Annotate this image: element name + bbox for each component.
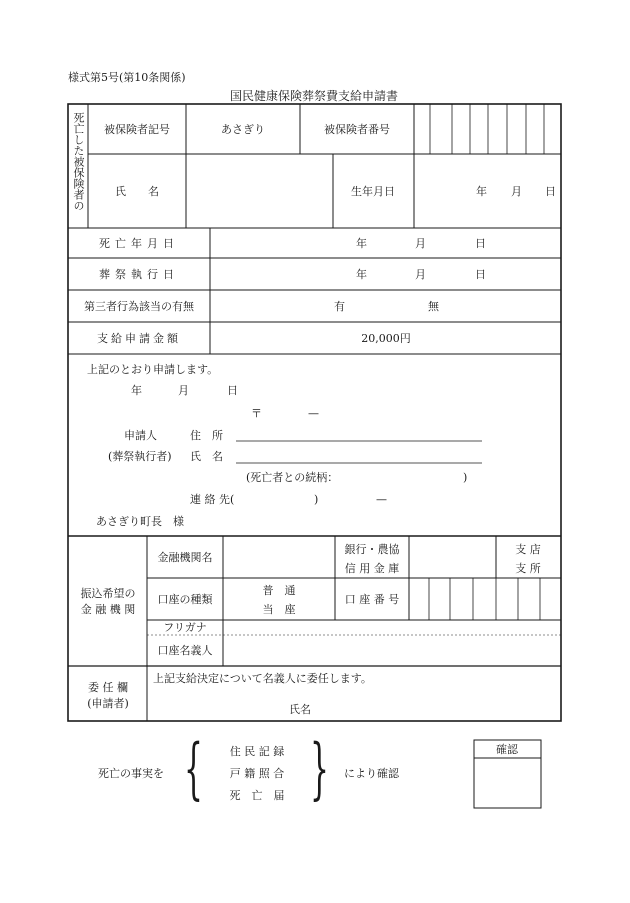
- application-day: 日: [227, 384, 238, 397]
- deceased-section-label: 死亡した被保険者の: [72, 112, 85, 211]
- funeral-day: 日: [475, 268, 486, 281]
- verification-suffix: により確認: [344, 767, 399, 780]
- left-brace-icon: {: [184, 730, 203, 807]
- birth-day-label: 日: [545, 185, 556, 198]
- verification-option-1: 住 民 記 録: [229, 745, 285, 758]
- bank-type-1: 銀行・農協: [344, 543, 400, 556]
- institution-label: 金融機関名: [157, 551, 213, 564]
- account-number-label: 口 座 番 号: [344, 593, 400, 606]
- furigana-input[interactable]: [223, 620, 561, 635]
- bank-type-2: 信 用 金 庫: [344, 562, 400, 575]
- birth-year-label: 年: [476, 185, 487, 198]
- bank-section-label-2: 金 融 機 関: [80, 603, 136, 616]
- relation-label: (死亡者との続柄：: [246, 471, 339, 484]
- death-date-label: 死亡年月日: [99, 237, 179, 250]
- verification-prefix: 死亡の事実を: [98, 767, 164, 780]
- death-month: 月: [415, 237, 426, 250]
- death-day: 日: [475, 237, 486, 250]
- insured-symbol-value: あさぎり: [221, 123, 265, 136]
- account-type-current[interactable]: 当 座: [262, 603, 296, 616]
- third-party-no[interactable]: 無: [428, 300, 439, 313]
- verification-option-3: 死 亡 届: [229, 789, 285, 802]
- name-label: 氏 名: [115, 185, 159, 198]
- verification-stamp-box[interactable]: [474, 758, 541, 808]
- right-brace-icon: }: [310, 730, 329, 807]
- verification-stamp-label: 確認: [496, 743, 518, 756]
- contact-label: 連 絡 先(: [190, 493, 235, 506]
- relation-close: ): [463, 471, 468, 484]
- applicant-name-input[interactable]: [236, 448, 482, 463]
- addressee: あさぎり町長 様: [96, 515, 184, 528]
- funeral-month: 月: [415, 268, 426, 281]
- postal-mark-icon: 〒: [251, 407, 262, 420]
- contact-close: ): [314, 493, 319, 506]
- branch-input[interactable]: [409, 536, 496, 578]
- application-statement: 上記のとおり申請します。: [87, 363, 219, 376]
- delegation-name-label: 氏名: [289, 703, 311, 716]
- application-month: 月: [178, 384, 189, 397]
- account-type-ordinary[interactable]: 普 通: [262, 584, 296, 597]
- form-title: 国民健康保険葬祭費支給申請書: [229, 89, 399, 103]
- bank-section-label-1: 振込希望の: [80, 587, 136, 600]
- executor-label: (葬祭執行者): [108, 450, 172, 463]
- verification-option-2: 戸 籍 照 合: [229, 767, 285, 780]
- third-party-label: 第三者行為該当の有無: [84, 300, 194, 313]
- applicant-label: 申請人: [124, 429, 157, 442]
- delegation-text: 上記支給決定について名義人に委任します。: [153, 672, 372, 685]
- birthdate-label: 生年月日: [351, 185, 395, 198]
- branch-label-1: 支 店: [515, 543, 541, 556]
- amount-label: 支給申請金額: [97, 332, 181, 345]
- funeral-date-label: 葬祭執行日: [99, 268, 179, 281]
- contact-dash: —: [376, 493, 387, 506]
- account-holder-label: 口座名義人: [157, 644, 213, 657]
- death-year: 年: [356, 237, 367, 250]
- delegation-name-input[interactable]: [316, 698, 546, 716]
- postal-dash: —: [308, 407, 319, 420]
- institution-input[interactable]: [223, 536, 335, 578]
- address-input[interactable]: [236, 426, 482, 441]
- delegation-label-1: 委 任 欄: [88, 681, 128, 694]
- furigana-label: フリガナ: [163, 621, 207, 634]
- funeral-year: 年: [356, 268, 367, 281]
- applicant-name-label: 氏 名: [190, 450, 223, 463]
- account-holder-input[interactable]: [223, 635, 561, 666]
- branch-label-2: 支 所: [515, 562, 541, 575]
- application-year: 年: [131, 384, 142, 397]
- form-number: 様式第5号(第10条関係): [68, 71, 186, 84]
- deceased-name-input[interactable]: [186, 154, 333, 228]
- third-party-yes[interactable]: 有: [334, 300, 345, 313]
- amount-value: 20,000円: [361, 332, 411, 345]
- address-label: 住 所: [190, 429, 223, 442]
- birth-month-label: 月: [511, 185, 522, 198]
- account-type-label: 口座の種類: [157, 593, 213, 606]
- insured-number-label: 被保険者番号: [324, 123, 390, 136]
- delegation-label-2: (申請者): [87, 697, 129, 710]
- insured-number-input[interactable]: [414, 104, 561, 154]
- insured-symbol-label: 被保険者記号: [104, 123, 170, 136]
- account-number-input[interactable]: [409, 578, 561, 620]
